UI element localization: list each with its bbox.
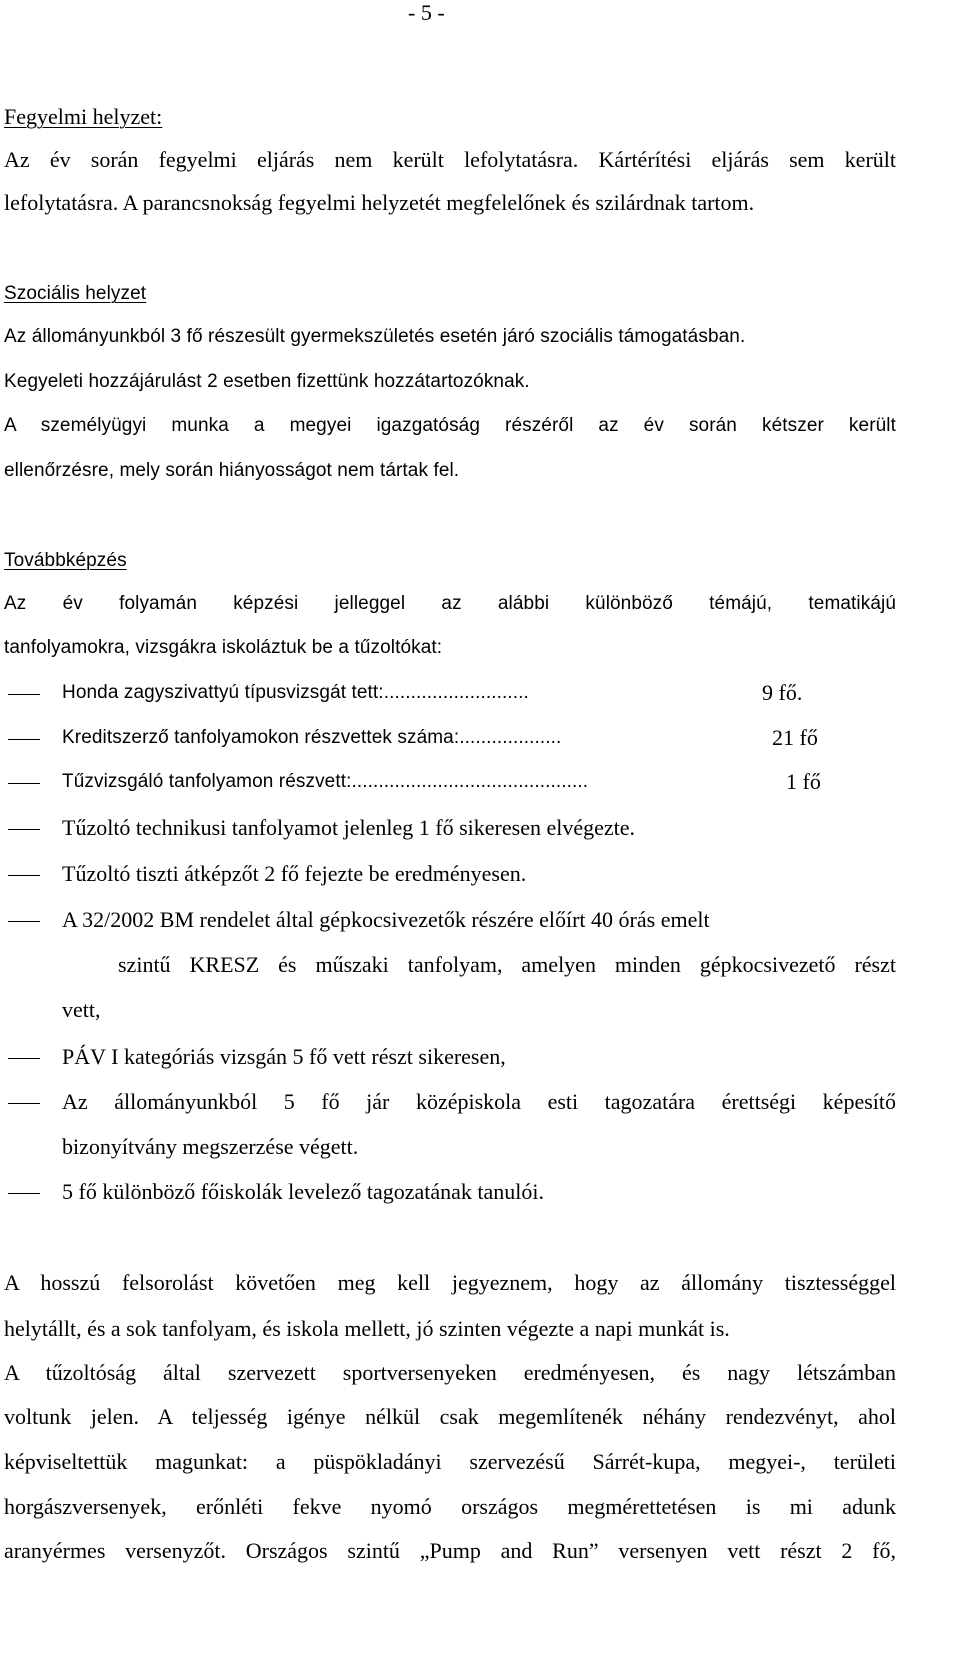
list-item-2-leader: ................... xyxy=(459,727,562,748)
list-item-3-leader: ............................................ xyxy=(351,771,589,792)
list-item-3 xyxy=(62,772,588,791)
closing-line-3: A tűzoltóság által szervezett sportversenyeken eredményesen, és nagy létszámban xyxy=(4,1360,896,1385)
list-dash xyxy=(8,829,40,830)
list-item-3-value: 1 fő xyxy=(786,769,821,794)
list-dash xyxy=(8,739,40,740)
list-item-6-cont-1: szintű KRESZ és műszaki tanfolyam, amelyen minden gépkocsivezető részt xyxy=(118,952,896,977)
closing-line-4: voltunk jelen. A teljesség igénye nélkül csak megemlítenék néhány rendezvényt, ahol xyxy=(4,1404,896,1429)
list-dash xyxy=(8,875,40,876)
training-intro-1: Az év folyamán képzési jelleggel az alábbi különböző témájú, tematikájú xyxy=(4,593,896,614)
list-item-8-cont-1: bizonyítvány megszerzése végett. xyxy=(62,1134,359,1159)
discipline-line-1: Az év során fegyelmi eljárás nem került lefolytatásra. Kártérítési eljárás sem került xyxy=(4,147,896,172)
social-line-2: Kegyeleti hozzájárulást 2 esetben fizettünk hozzátartozóknak. xyxy=(4,371,530,392)
social-line-3: A személyügyi munka a megyei igazgatóság részéről az év során kétszer került xyxy=(4,415,896,436)
discipline-heading: Fegyelmi helyzet: xyxy=(4,104,163,129)
list-item-1-leader: ........................... xyxy=(383,682,529,703)
list-dash xyxy=(8,921,40,922)
list-item-1-value: 9 fő. xyxy=(762,680,803,705)
discipline-line-2: lefolytatásra. A parancsnokság fegyelmi helyzetét megfelelőnek és szilárdnak tartom. xyxy=(4,190,755,215)
closing-line-6: horgászversenyek, erőnléti fekve nyomó országos megmérettetésen is mi adunk xyxy=(4,1494,896,1519)
list-item-7: PÁV I kategóriás vizsgán 5 fő vett részt sikeresen, xyxy=(62,1044,506,1069)
list-dash xyxy=(8,1103,40,1104)
list-item-2-text: Kreditszerző tanfolyamokon részvettek száma: xyxy=(62,727,460,748)
list-item-2 xyxy=(62,728,561,747)
closing-line-1: A hosszú felsorolást követően meg kell jegyeznem, hogy az állomány tisztességgel xyxy=(4,1270,896,1295)
list-item-1 xyxy=(62,683,529,702)
list-item-5: Tűzoltó tiszti átképzőt 2 fő fejezte be eredményesen. xyxy=(62,861,527,886)
closing-line-2: helytállt, és a sok tanfolyam, és iskola mellett, jó szinten végezte a napi munkát is. xyxy=(4,1316,730,1341)
list-item-2-value: 21 fő xyxy=(772,725,818,750)
training-heading: Továbbképzés xyxy=(4,550,127,571)
list-dash xyxy=(8,1058,40,1059)
list-item-1-text: Honda zagyszivattyú típusvizsgát tett: xyxy=(62,682,384,703)
list-item-3-text: Tűzvizsgáló tanfolyamon részvett: xyxy=(62,771,352,792)
list-dash xyxy=(8,1193,40,1194)
list-item-6-cont-2: vett, xyxy=(62,997,101,1022)
list-item-6: A 32/2002 BM rendelet által gépkocsivezetők részére előírt 40 órás emelt xyxy=(62,907,710,932)
social-heading: Szociális helyzet xyxy=(4,283,147,304)
social-line-4: ellenőrzésre, mely során hiányosságot nem tártak fel. xyxy=(4,460,460,481)
list-item-9: 5 fő különböző főiskolák levelező tagozatának tanulói. xyxy=(62,1179,545,1204)
social-line-1: Az állományunkból 3 fő részesült gyermekszületés esetén járó szociális támogatásban. xyxy=(4,326,746,347)
page-number: - 5 - xyxy=(408,0,445,25)
closing-line-7: aranyérmes versenyzőt. Országos szintű „Pump and Run” versenyen vett részt 2 fő, xyxy=(4,1538,896,1563)
list-dash xyxy=(8,694,40,695)
closing-line-5: képviseltettük magunkat: a püspökladányi szervezésű Sárrét-kupa, megyei-, területi xyxy=(4,1449,896,1474)
list-item-4: Tűzoltó technikusi tanfolyamot jelenleg 1 fő sikeresen elvégezte. xyxy=(62,815,636,840)
list-dash xyxy=(8,783,40,784)
training-intro-2: tanfolyamokra, vizsgákra iskoláztuk be a tűzoltókat: xyxy=(4,637,443,658)
list-item-8: Az állományunkból 5 fő jár középiskola esti tagozatára érettségi képesítő xyxy=(62,1089,896,1114)
